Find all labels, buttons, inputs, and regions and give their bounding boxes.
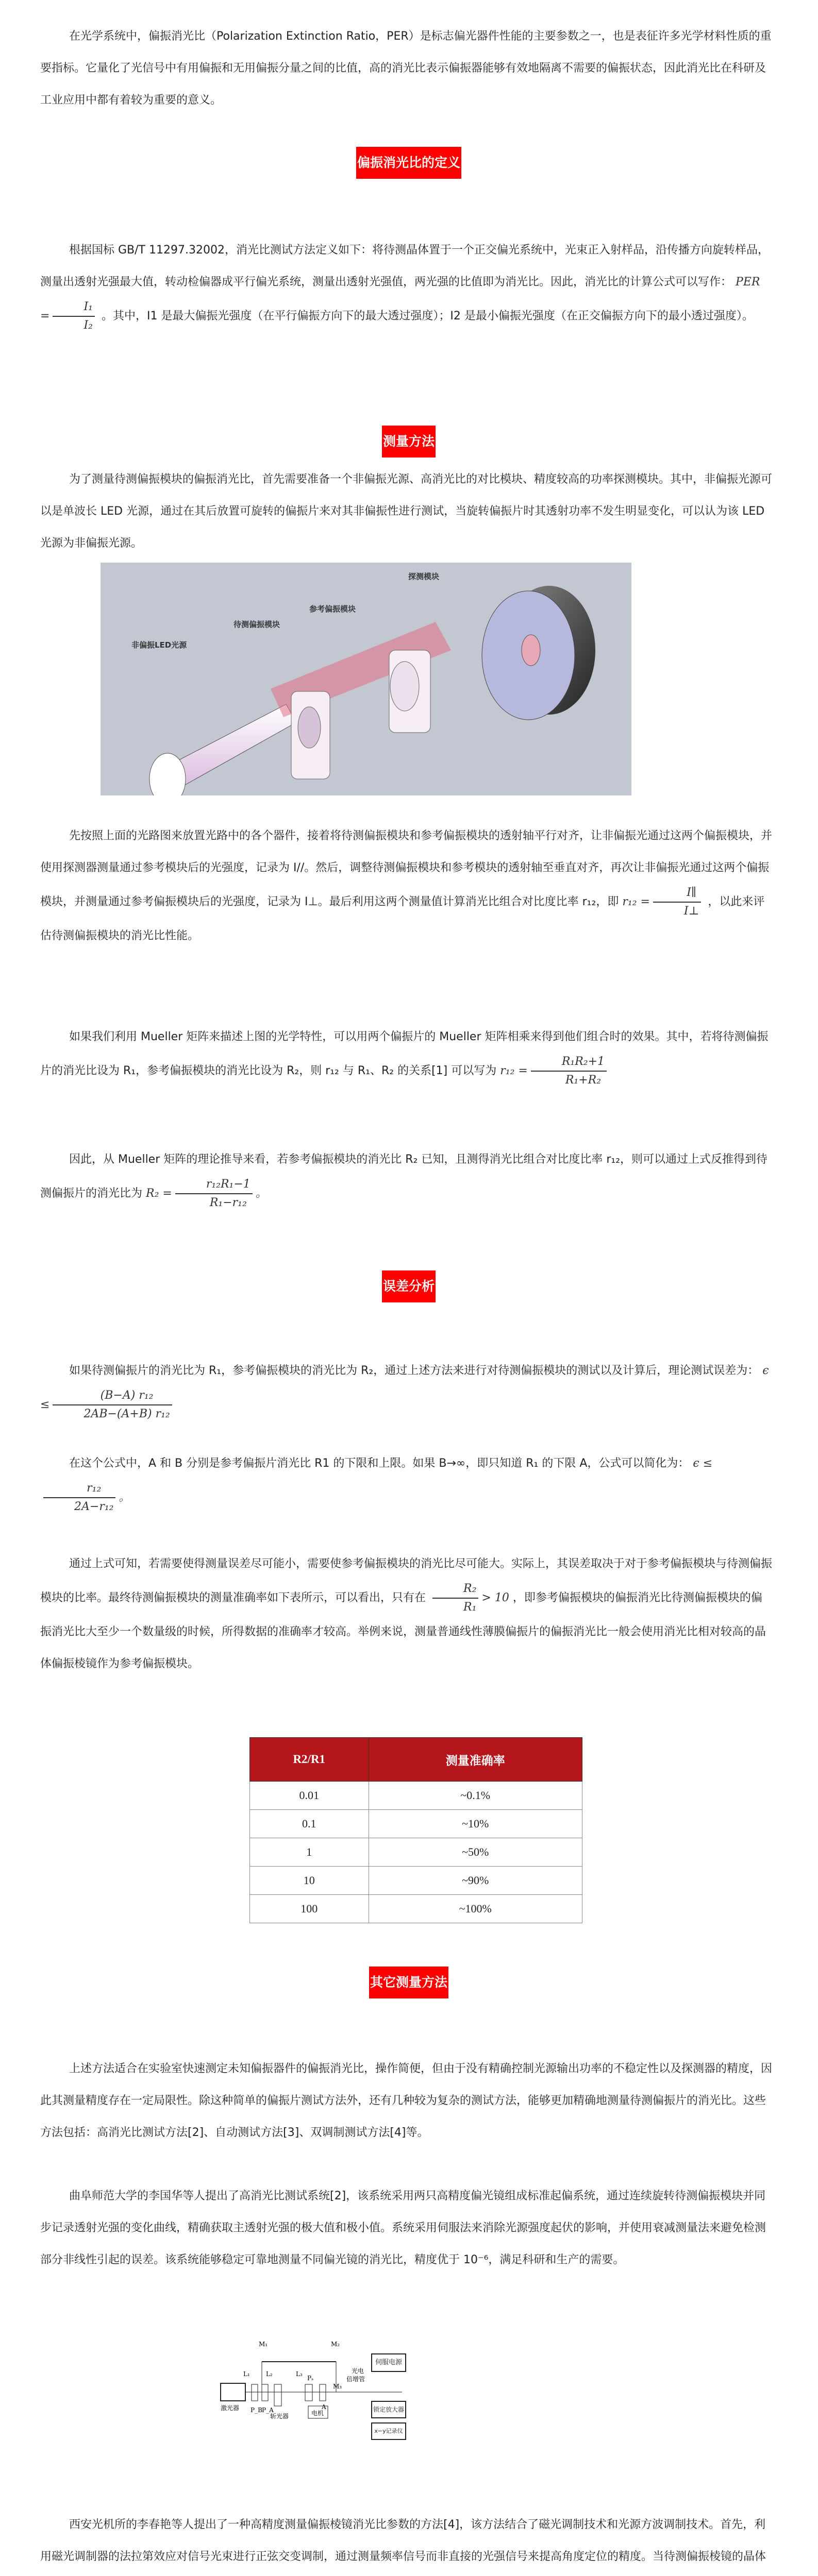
r2-formula [146, 1178, 267, 1209]
setup-illustration [101, 563, 631, 795]
method-text-2b: ，以此来评估待测偏振模块的消光比性能。 [40, 895, 765, 942]
table-cell: 10 [250, 1867, 369, 1895]
lockin-amplifier-box: 锁定放大器 [371, 2401, 406, 2418]
r2-numerator: r₁₂R₁−1 [175, 1176, 253, 1194]
table-row [250, 1838, 582, 1867]
definition-paragraph [40, 234, 772, 334]
definition-text-2: 。其中，I1 是最大偏振光强度（在平行偏振方向下的最大透过强度）；I2 是最小偏振光强度（在正交偏振方向下的最小透过强度）。 [101, 310, 754, 323]
error-text-3: 通过上式可知，若需要使得测量误差尽可能小，需要使参考偏振模块的消光比尽可能大。实际上，其误差取决于对于参考偏振模块与待测偏振模块的比率。最终待测偏振模块的测量准确率如下表所示，可以看出，只有在 [40, 1557, 773, 1604]
table-cell: 100 [250, 1895, 369, 1923]
mueller-formula [500, 1055, 610, 1087]
label-m3: M₃ [333, 2383, 342, 2390]
error-text-2: 在这个公式中，A 和 B 分别是参考偏振片消光比 R1 的下限和上限。如果 B→∞，即只知道 R₁ 的下限 A，公式可以简化为： [69, 1457, 690, 1470]
method-paragraph-1: 为了测量待测偏振模块的偏振消光比，首先需要准备一个非偏振光源、高消光比的对比模块、精度较高的功率探测模块。其中，非偏振光源可以是单波长 LED 光源，通过在其后放置可旋转的偏振片来对其非偏振性进行测试，当旋转偏振片时其透射功率不发生明显变化，可以认为该 LED 光源为非偏振光源。 [40, 473, 773, 550]
error-text-1: 如果待测偏振片的消光比为 R₁，参考偏振模块的消光比为 R₂，通过上述方法来进行对待测偏振模块的测试以及计算后，理论测试误差为： [69, 1364, 759, 1377]
label-laser: 激光器 [221, 2404, 240, 2412]
table-row [250, 1867, 582, 1895]
definition-text: 根据国标 GB/T 11297.32002，消光比测试方法定义如下：将待测晶体置于一个正交偏光系统中，光束正入射样品，沿传播方向旋转样品，测量出透射光强最大值，转动检偏器成平行偏光系统，测量出透射光强值，两光强的比值即为消光比。因此，消光比的计算公式可以写作： [40, 244, 769, 289]
label-m1: M₁ [259, 2341, 268, 2348]
label-chopper: 斩光器 [270, 2413, 289, 2420]
table-header-ratio: R2/R1 [250, 1738, 369, 1782]
label-pmt-1: 光电 [352, 2367, 364, 2375]
table-row [250, 1782, 582, 1810]
label-reference-module: 参考偏振模块 [309, 604, 356, 614]
high-extinction-system-diagram [216, 2324, 402, 2447]
method-paragraph-2 [40, 820, 772, 952]
intro-paragraph: 在光学系统中，偏振消光比（Polarization Extinction Ratio，PER）是标志偏光器件性能的主要参数之一，也是表征许多光学材料性质的重要指标。它量化了光信号中有用偏振和无用偏振分量之间的比值，高的消光比表示偏振器能够有效地隔离不需要的偏振状态，因此消光比在科研及工业应用中都有着较为重要的意义。 [40, 30, 772, 107]
label-pb: P_B [251, 2406, 262, 2414]
accuracy-table [249, 1737, 582, 1923]
table-cell: ~0.1% [369, 1782, 582, 1810]
table-header-accuracy: 测量准确率 [369, 1738, 582, 1782]
other-paragraph-1: 上述方法适合在实验室快速测定未知偏振器件的偏振消光比，操作简便，但由于没有精确控制光源输出功率的不稳定性以及探测器的精度，因此其测量精度存在一定局限性。除这种简单的偏振片测试方法外，还有几种较为复杂的测试方法，能够更加精确地测量待测偏振片的消光比。这些方法包括：高消光比测试方法[2]、自动测试方法[3]、双调制测试方法[4]等。 [40, 2062, 773, 2139]
simplified-denominator: 2A−r₁₂ [74, 1500, 114, 1513]
method-paragraph-3 [40, 1021, 772, 1089]
label-test-module: 待测偏振模块 [233, 620, 280, 629]
table-cell: ~100% [369, 1895, 582, 1923]
table-cell: ~10% [369, 1810, 582, 1838]
error-paragraph-1 [40, 1355, 772, 1423]
table-row [250, 1810, 582, 1838]
per-denominator: I₂ [84, 319, 93, 332]
error-denominator: 2AB−(A+B) r₁₂ [84, 1408, 170, 1420]
label-l2: L₂ [266, 2370, 273, 2378]
r12-lhs: r₁₂ = [622, 895, 650, 908]
label-pa: P_A [262, 2406, 274, 2414]
label-motor: 电机 [311, 2410, 324, 2417]
simplified-tail: 。 [119, 1491, 130, 1504]
method-text-4: 因此，从 Mueller 矩阵的理论推导来看，若参考偏振模块的消光比 R₂ 已知，且测得消光比组合对比度比率 r₁₂，则可以通过上式反推得到待测偏振片的消光比为 [40, 1153, 768, 1200]
r2-lhs: R₂ = [146, 1187, 172, 1200]
method-text-2a: 先按照上面的光路图来放置光路中的各个器件，接着将待测偏振模块和参考偏振模块的透射轴平行对齐，让非偏振光通过这两个偏振模块，并使用探测器测量通过参考模块后的光强度，记录为 I//。然后，调整待测偏振模块和参考模块的透射轴至垂直对齐，再次让非偏振光通过这两个偏振模块，并测量通过参考偏振模块后的光强度，记录为 I⊥。最后利用这两个测量值计算消光比组合对比度比率 r₁₂，即 [40, 829, 773, 908]
measurement-setup-figure [101, 563, 631, 795]
label-pmt-2: 倍增管 [346, 2376, 365, 2383]
table-cell: ~50% [369, 1838, 582, 1867]
servo-power-box: 伺服电源 [371, 2353, 406, 2372]
mueller-numerator: R₁R₂+1 [531, 1053, 607, 1072]
simplified-numerator: r₁₂ [43, 1480, 115, 1498]
error-paragraph-2 [40, 1448, 772, 1516]
table-cell: 0.1 [250, 1810, 369, 1838]
error-text-3b: ，即参考偏振模块的偏振消光比待测偏振模块的偏振消光比大至少一个数量级的时候，所得数据的准确率才较高。举例来说，测量普通线性薄膜偏振片的偏振消光比一般会使用消光比相对较高的晶体偏振棱镜作为参考偏振模块。 [40, 1591, 766, 1670]
r2-denominator: R₁−r₁₂ [209, 1196, 247, 1209]
label-l3: L₃ [296, 2370, 303, 2378]
section-heading-error: 误差分析 [382, 1270, 436, 1302]
table-cell: 0.01 [250, 1782, 369, 1810]
mueller-denominator: R₁+R₂ [565, 1074, 602, 1087]
condition-denominator: R₁ [463, 1601, 477, 1614]
label-detector-module: 探测模块 [408, 572, 440, 581]
r12-numerator: I∥ [653, 884, 701, 903]
label-m2: M₂ [331, 2341, 340, 2348]
r12-denominator: I⊥ [683, 905, 699, 918]
condition-numerator: R₂ [432, 1580, 478, 1599]
table-row [250, 1895, 582, 1923]
table-cell: 1 [250, 1838, 369, 1867]
per-formula-lhs: PER = [40, 276, 760, 323]
section-heading-definition: 偏振消光比的定义 [356, 147, 461, 179]
label-ps: Pₛ [307, 2375, 314, 2382]
section-heading-method: 测量方法 [382, 426, 436, 457]
table-header-row [250, 1738, 582, 1782]
label-a: A [322, 2403, 326, 2411]
error-numerator: (B−A) r₁₂ [53, 1387, 172, 1405]
per-numerator: I₁ [53, 298, 95, 317]
mueller-lhs: r₁₂ = [500, 1064, 528, 1077]
error-formula-lhs: ϵ ≤ [40, 1364, 769, 1411]
r12-formula [622, 886, 704, 918]
error-paragraph-3 [40, 1548, 772, 1680]
method-paragraph-4 [40, 1144, 772, 1212]
xy-recorder-box: x−y记录仪 [371, 2422, 406, 2440]
condition-rhs: > 10 [481, 1591, 509, 1604]
method-text-3: 如果我们利用 Mueller 矩阵来描述上图的光学特性，可以用两个偏振片的 Mueller 矩阵相乘来得到他们组合时的效果。其中，若将待测偏振片的消光比设为 R₁，参考偏振模块的消光比设为 R₂，则 r₁₂ 与 R₁、R₂ 的关系[1] 可以写为 [40, 1030, 769, 1077]
section-heading-other: 其它测量方法 [369, 1967, 448, 1998]
table-cell: ~90% [369, 1867, 582, 1895]
ratio-condition [429, 1582, 509, 1614]
other-paragraph-3: 西安光机所的李春艳等人提出了一种高精度测量偏振棱镜消光比参数的方法[4]，该方法结合了磁光调制技术和光源方波调制技术。首先，利用磁光调制器的法拉第效应对信号光束进行正弦交变调制，通过测量频率信号而非直接的光强信号来提高角度定位的精度。当待测偏振棱镜的晶体 [40, 2518, 766, 2563]
r2-tail: 。 [255, 1187, 267, 1200]
simplified-lhs: ϵ ≤ [693, 1457, 713, 1470]
other-paragraph-2: 曲阜师范大学的李国华等人提出了高消光比测试系统[2]，该系统采用两只高精度偏光镜组成标准起偏系统，通过连续旋转待测偏振模块并同步记录透射光强的变化曲线，精确获取主透射光强的极大值和极小值。系统采用伺服法来消除光源强度起伏的影响，并使用衰减测量法来避免检测部分非线性引起的误差。该系统能够稳定可靠地测量不同偏光镜的消光比，精度优于 10⁻⁶，满足科研和生产的需要。 [40, 2190, 766, 2266]
label-led-source: 非偏振LED光源 [131, 640, 187, 650]
label-l1: L₁ [243, 2370, 250, 2378]
